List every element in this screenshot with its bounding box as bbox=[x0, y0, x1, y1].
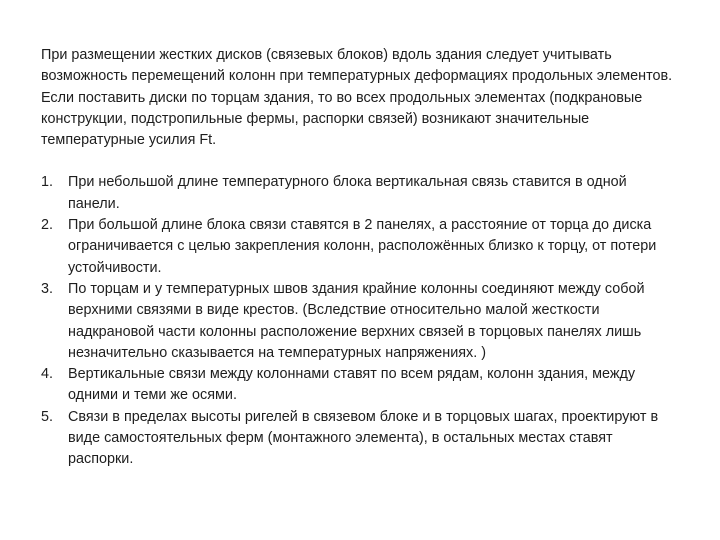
list-item-number: 2. bbox=[41, 217, 54, 234]
list-item-text: Вертикальные связи между колоннами ставят по всем рядам, колонн здания, между одними и теми же осями. bbox=[68, 366, 636, 404]
list-item-text: При большой длине блока связи ставятся в 2 панелях, а расстояние от торца до диска ограничивается с целью закрепления колонн, расположённых близко к торцу, от потери устойчивости. bbox=[68, 217, 657, 276]
list-item bbox=[41, 215, 681, 279]
list-item-text: При небольшой длине температурного блока вертикальная связь ставится в одной панели. bbox=[68, 174, 627, 212]
intro-text bbox=[41, 45, 681, 151]
slide-text-body bbox=[41, 45, 681, 471]
list-item-text: Связи в пределах высоты ригелей в связевом блоке и в торцовых шагах, проектируют в виде самостоятельных ферм (монтажного элемента), в остальных местах ставят распорки. bbox=[68, 408, 659, 468]
list-item-number: 4. bbox=[41, 366, 54, 383]
list-item bbox=[41, 279, 681, 364]
list-item bbox=[41, 172, 681, 215]
intro-paragraph: При размещении жестких дисков (связевых блоков) вдоль здания следует учитывать возможность перемещений колонн при температурных деформациях продольных элементов. bbox=[41, 47, 673, 85]
list-item-number: 3. bbox=[41, 280, 54, 297]
numbered-list bbox=[41, 172, 681, 470]
intro-paragraph: Если поставить диски по торцам здания, то во всех продольных элементах (подкрановые конструкции, подстропильные фермы, распорки связей) возникают значительные температурные усилия Ft. bbox=[41, 89, 643, 149]
list-item bbox=[41, 407, 681, 471]
list-item bbox=[41, 364, 681, 407]
list-item-text: По торцам и у температурных швов здания крайние колонны соединяют между собой верхними связями в виде крестов. (Вследствие относительно малой жесткости надкрановой части колонны расположение верхних связей в торцовых панелях лишь незначительно сказывается на температурных напряжениях. ) bbox=[68, 280, 645, 361]
list-item-number: 1. bbox=[41, 174, 54, 191]
list-item-number: 5. bbox=[41, 408, 54, 425]
